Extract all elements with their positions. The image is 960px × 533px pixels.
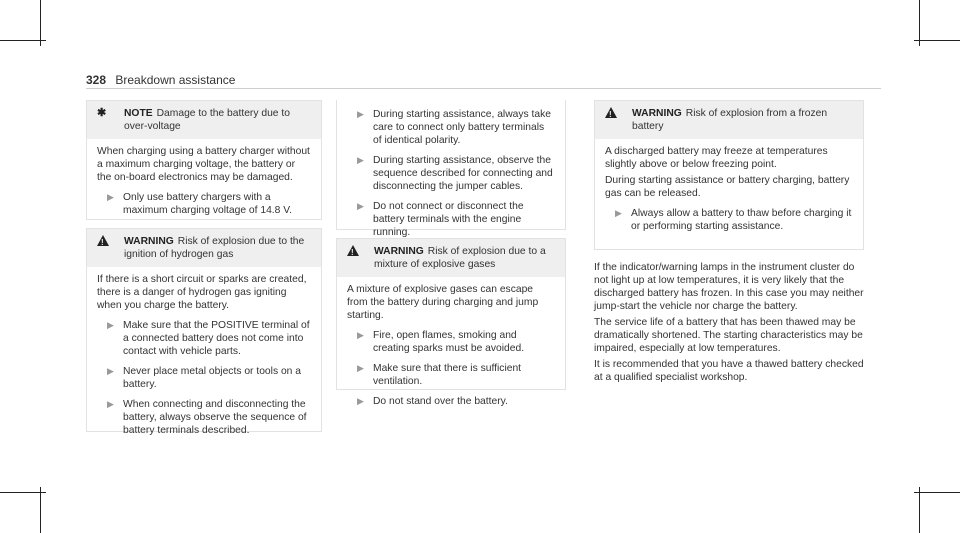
warning-header [337, 239, 565, 277]
crop-mark [914, 40, 960, 41]
warning-header [87, 229, 321, 267]
crop-mark [919, 487, 920, 533]
arrow-icon: ▶ [357, 330, 364, 340]
section-title: Breakdown assistance [115, 73, 236, 87]
notice-label: NOTE [124, 108, 153, 119]
crop-mark [0, 492, 46, 493]
crop-mark [40, 487, 41, 533]
list-item: ▶ Never place metal objects or tools on a battery. [107, 366, 301, 390]
crop-mark [914, 492, 960, 493]
arrow-icon: ▶ [107, 399, 114, 409]
warning-intro: If there is a short circuit or sparks are created, there is a danger of hydrogen gas igniting when you charge the battery. [97, 274, 307, 311]
warning-intro-2: During starting assistance or battery charging, battery gas can be released. [605, 175, 850, 199]
warning-frozen-box [594, 100, 864, 250]
warning-label: WARNING [374, 246, 424, 257]
continuation-body [337, 100, 565, 254]
warning-intro: A discharged battery may freeze at temperatures slightly above or below freezing point. [605, 146, 828, 170]
list-item: ▶ Only use battery chargers with a maximum charging voltage of 14.8 V. [107, 192, 293, 216]
page-header [86, 73, 235, 87]
list-item: ▶ Do not connect or disconnect the battery terminals with the engine running. [357, 201, 524, 238]
warning-label: WARNING [632, 108, 682, 119]
arrow-icon: ▶ [357, 109, 364, 119]
crop-mark [0, 40, 46, 41]
warning-heading: Risk of explosion due to a mixture of explosive gases [374, 246, 546, 270]
arrow-icon: ▶ [357, 363, 364, 373]
arrow-icon: ▶ [357, 201, 364, 211]
paragraph: It is recommended that you have a thawed battery checked at a qualified specialist workshop. [594, 359, 864, 383]
continuation-box [336, 100, 566, 238]
notice-heading: Damage to the battery due to over-voltage [124, 108, 290, 132]
body-text [594, 261, 864, 387]
warning-triangle-icon [97, 235, 109, 250]
warning-triangle-icon [605, 107, 617, 122]
notice-box [86, 100, 322, 220]
warning-body [87, 267, 321, 452]
warning-label: WARNING [124, 236, 174, 247]
paragraph: The service life of a battery that has been thawed may be dramatically shortened. The starting characteristics may be impaired, especially at low temperatures. [594, 317, 863, 354]
warning-hydrogen-box [86, 228, 322, 436]
page-number: 328 [86, 73, 107, 87]
warning-body [595, 139, 863, 248]
notice-icon: ✱ [97, 107, 107, 119]
warning-triangle-icon [347, 245, 359, 260]
warning-heading: Risk of explosion due to the ignition of hydrogen gas [124, 236, 305, 260]
warning-body [337, 277, 565, 423]
list-item: ▶ Make sure that the POSITIVE terminal of a connected battery does not come into contact with vehicle parts. [107, 320, 310, 357]
warning-intro: A mixture of explosive gases can escape from the battery during charging and jump starting. [347, 284, 539, 321]
arrow-icon: ▶ [107, 366, 114, 376]
arrow-icon: ▶ [615, 208, 622, 218]
notice-body [87, 139, 321, 232]
list-item: ▶ Make sure that there is sufficient ventilation. [357, 363, 522, 387]
list-item: ▶ During starting assistance, observe the sequence described for connecting and disconnecting the jumper cables. [357, 155, 553, 192]
warning-mixture-box [336, 238, 566, 407]
notice-header [87, 101, 321, 139]
list-item: ▶ When connecting and disconnecting the battery, always observe the sequence of battery terminals described. [107, 399, 307, 436]
warning-heading: Risk of explosion from a frozen battery [632, 108, 828, 132]
paragraph: If the indicator/warning lamps in the instrument cluster do not light up at low temperatures, it is very likely that the discharged battery has frozen. In this case you may neither jump-start the vehicle nor charge the battery. [594, 262, 864, 312]
list-item: ▶ Always allow a battery to thaw before charging it or performing starting assistance. [615, 208, 852, 232]
list-item: ▶ Do not stand over the battery. [357, 396, 508, 407]
list-item: ▶ During starting assistance, always take care to connect only battery terminals of identical polarity. [357, 109, 551, 146]
arrow-icon: ▶ [107, 320, 114, 330]
arrow-icon: ▶ [357, 396, 364, 406]
warning-header [595, 101, 863, 139]
notice-intro: When charging using a battery charger without a maximum charging voltage, the battery or the on-board electronics may be damaged. [97, 146, 310, 183]
arrow-icon: ▶ [107, 192, 114, 202]
header-rule [86, 88, 881, 89]
list-item: ▶ Fire, open flames, smoking and creating sparks must be avoided. [357, 330, 525, 354]
arrow-icon: ▶ [357, 155, 364, 165]
